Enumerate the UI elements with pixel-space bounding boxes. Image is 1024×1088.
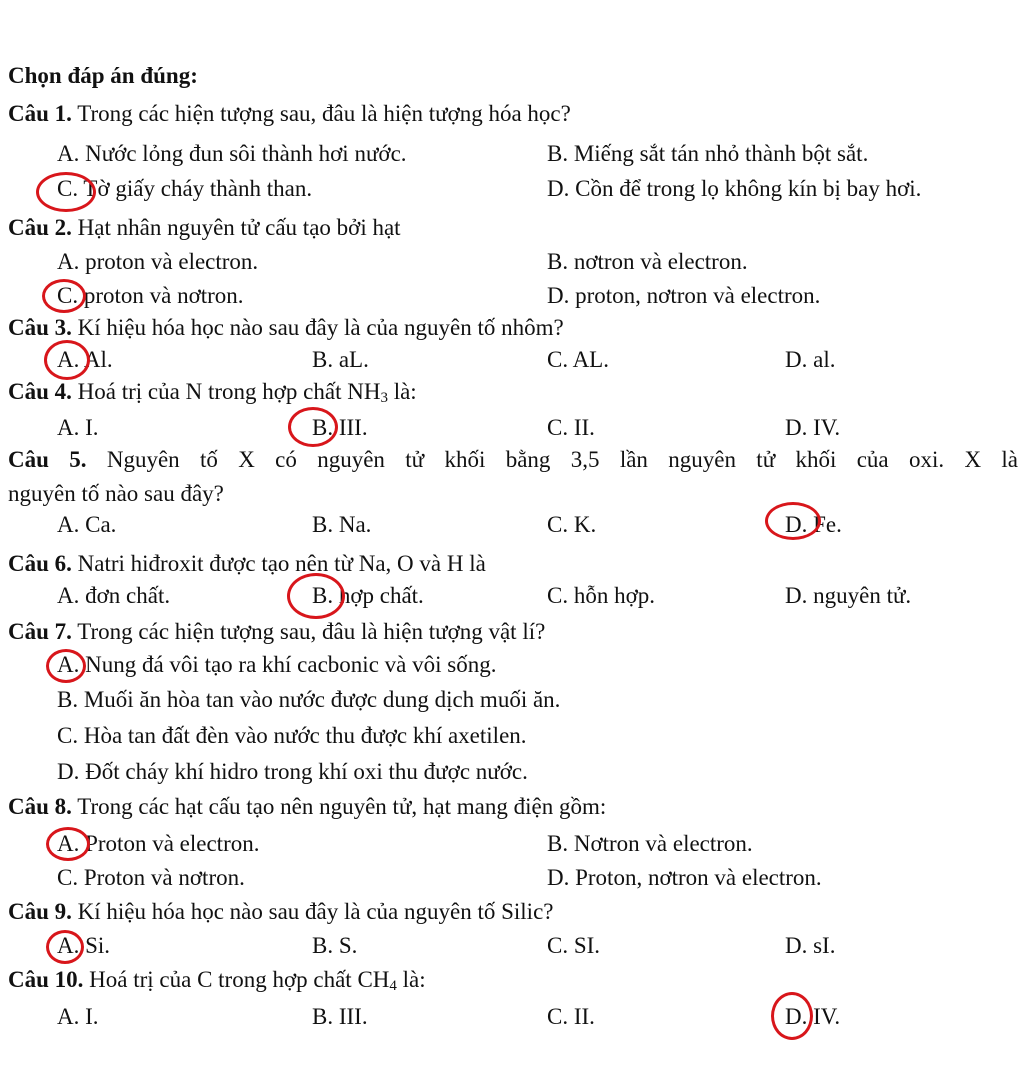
question-3 <box>8 314 564 342</box>
option-3d[interactable]: D. al. <box>785 347 836 372</box>
option-4b[interactable]: B. III. <box>312 415 368 440</box>
option-5c[interactable]: C. K. <box>547 512 597 537</box>
question-8 <box>8 793 606 821</box>
option-6a[interactable]: A. đơn chất. <box>57 583 171 608</box>
worksheet-heading: Chọn đáp án đúng: <box>8 63 198 88</box>
option-8b[interactable]: B. Nơtron và electron. <box>547 831 753 856</box>
question-text: Hoá trị của C trong hợp chất CH <box>89 967 390 992</box>
option-1b[interactable]: B. Miếng sắt tán nhỏ thành bột sắt. <box>547 141 869 166</box>
question-9 <box>8 898 554 926</box>
option-7a[interactable]: A. Nung đá vôi tạo ra khí cacbonic và vôi sống. <box>57 652 497 677</box>
option-10a[interactable]: A. I. <box>57 1004 99 1029</box>
option-3c[interactable]: C. AL. <box>547 347 609 372</box>
option-4a[interactable]: A. I. <box>57 415 99 440</box>
option-5a[interactable]: A. Ca. <box>57 512 117 537</box>
option-1d[interactable]: D. Cồn để trong lọ không kín bị bay hơi. <box>547 176 922 201</box>
option-5d[interactable]: D. Fe. <box>785 512 842 537</box>
question-label: Câu 4. <box>8 379 72 404</box>
question-text: Trong các hiện tượng sau, đâu là hiện tượng vật lí? <box>77 619 546 644</box>
question-text-end: là: <box>387 379 417 404</box>
option-10b[interactable]: B. III. <box>312 1004 368 1029</box>
question-text: Nguyên tố X có nguyên tử khối bằng 3,5 lần nguyên tử khối của oxi. X là <box>106 447 1019 472</box>
option-6b[interactable]: B. hợp chất. <box>312 583 424 608</box>
question-1 <box>8 100 571 128</box>
question-label: Câu 9. <box>8 899 72 924</box>
question-label: Câu 2. <box>8 215 72 240</box>
option-10c[interactable]: C. II. <box>547 1004 595 1029</box>
option-4c[interactable]: C. II. <box>547 415 595 440</box>
question-text: Trong các hiện tượng sau, đâu là hiện tượng hóa học? <box>77 101 571 126</box>
question-text: Trong các hạt cấu tạo nên nguyên tử, hạt mang điện gồm: <box>77 794 607 819</box>
question-label: Câu 6. <box>8 551 72 576</box>
question-text: Kí hiệu hóa học nào sau đây là của nguyên tố Silic? <box>77 899 554 924</box>
subscript: 4 <box>389 978 397 994</box>
option-3a[interactable]: A. Al. <box>57 347 113 372</box>
option-4d[interactable]: D. IV. <box>785 415 841 440</box>
option-2b[interactable]: B. nơtron và electron. <box>547 249 748 274</box>
question-label: Câu 5. <box>8 447 87 472</box>
question-10 <box>8 966 426 994</box>
option-7d[interactable]: D. Đốt cháy khí hidro trong khí oxi thu được nước. <box>57 759 528 784</box>
option-7b[interactable]: B. Muối ăn hòa tan vào nước được dung dịch muối ăn. <box>57 687 561 712</box>
question-7 <box>8 618 545 646</box>
question-label: Câu 7. <box>8 619 72 644</box>
question-5-cont: nguyên tố nào sau đây? <box>8 481 224 506</box>
option-9c[interactable]: C. SI. <box>547 933 601 958</box>
subscript: 3 <box>380 390 388 406</box>
question-4 <box>8 378 417 406</box>
option-2a[interactable]: A. proton và electron. <box>57 249 259 274</box>
question-text: Natri hiđroxit được tạo nên từ Na, O và H là <box>77 551 486 576</box>
question-text: Kí hiệu hóa học nào sau đây là của nguyên tố nhôm? <box>77 315 564 340</box>
option-9a[interactable]: A. Si. <box>57 933 111 958</box>
option-6d[interactable]: D. nguyên tử. <box>785 583 912 608</box>
option-1c[interactable]: C. Tờ giấy cháy thành than. <box>57 176 313 201</box>
question-label: Câu 1. <box>8 101 72 126</box>
question-2 <box>8 214 401 242</box>
question-5 <box>8 446 1018 474</box>
option-10d[interactable]: D. IV. <box>785 1004 841 1029</box>
question-text: Hoá trị của N trong hợp chất NH <box>77 379 381 404</box>
question-text-end: là: <box>396 967 426 992</box>
question-text: Hạt nhân nguyên tử cấu tạo bởi hạt <box>77 215 401 240</box>
option-1a[interactable]: A. Nước lỏng đun sôi thành hơi nước. <box>57 141 407 166</box>
option-2c[interactable]: C. proton và nơtron. <box>57 283 244 308</box>
option-7c[interactable]: C. Hòa tan đất đèn vào nước thu được khí axetilen. <box>57 723 527 748</box>
option-8d[interactable]: D. Proton, nơtron và electron. <box>547 865 822 890</box>
option-9d[interactable]: D. sI. <box>785 933 836 958</box>
option-6c[interactable]: C. hỗn hợp. <box>547 583 656 608</box>
option-9b[interactable]: B. S. <box>312 933 358 958</box>
question-label: Câu 8. <box>8 794 72 819</box>
question-label: Câu 3. <box>8 315 72 340</box>
option-5b[interactable]: B. Na. <box>312 512 372 537</box>
option-2d[interactable]: D. proton, nơtron và electron. <box>547 283 821 308</box>
option-3b[interactable]: B. aL. <box>312 347 369 372</box>
option-8a[interactable]: A. Proton và electron. <box>57 831 260 856</box>
option-8c[interactable]: C. Proton và nơtron. <box>57 865 245 890</box>
question-6 <box>8 550 486 578</box>
question-label: Câu 10. <box>8 967 84 992</box>
